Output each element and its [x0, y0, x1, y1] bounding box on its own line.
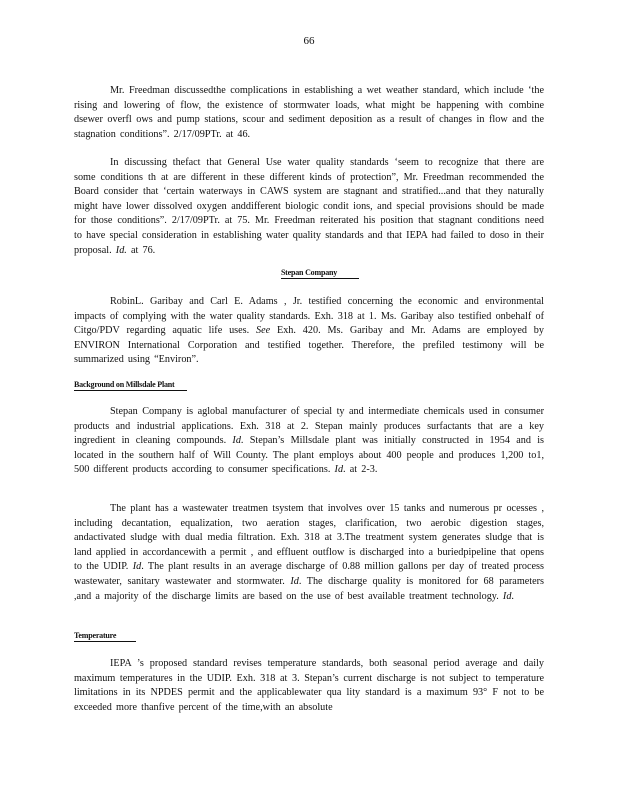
paragraph-text: . Stepan’s Millsdale plant was initially constructed in 1954 and is located in the southern half of Will County. The plant employs about 400 people and produces 1,200 to1, 500 different products according to consumer specifications.	[74, 435, 545, 476]
citation-id: Id	[132, 561, 142, 573]
citation-see: See	[256, 325, 271, 337]
paragraph-environ	[74, 295, 544, 368]
paragraph-text: The plant has a wastewater treatmen tsystem that involves over 15 tanks and numerous pr ocesses , including decantation, equalization, two aeration stages, clarification, two aerobic digestion stages, andactivated sludge with dual media filtration. Exh. 318 at 3.The treatment system generates sludge that is land applied in accordancewith a permit , and effluent outflow is discharged into a buriedpipeline that opens to the UDIP.	[74, 503, 544, 573]
paragraph-text: Mr. Freedman discussedthe complications in establishing a wet weather standard, which include ‘the rising and lowering of flow, the existence of stormwater loads, what might be happening with combine dsewer overfl ows and pump stations, scour and sediment deposition as a result of changes in flow and the stagnation conditions”. 2/17/09PTr. at 46.	[74, 85, 544, 140]
paragraph-text: RobinL. Garibay and Carl E. Adams , Jr. testified concerning the economic and environmental impacts of complying with the water quality standards. Exh. 318 at 1. Ms. Garibay also testified onbehalf of Citgo/PDV regarding aquatic life uses.	[74, 296, 544, 337]
heading-text: Temperature	[74, 631, 117, 640]
paragraph-text: Stepan Company is aglobal manufacturer of special ty and intermediate chemicals used in consumer products and industrial applications. Exh. 318 at 2. Stepan mainly produces surfactants that are a key ingredient in cleaning compounds.	[74, 406, 544, 447]
paragraph-text: IEPA ’s proposed standard revises temperature standards, both seasonal period average and daily maximum temperatures in the UDIP. Exh. 318 at 3. Stepan’s current discharge is not subject to temperature limitations in its NPDES permit and the applicablewater qua lity standard is a maximum 93° F not to be exceeded more thanfive percent of the time,with an absolute	[74, 658, 544, 713]
citation-id: Id	[290, 575, 299, 587]
paragraph-text: .	[511, 590, 514, 602]
heading-background	[74, 380, 175, 391]
paragraph-wet-weather	[74, 84, 544, 142]
paragraph-text: Exh. 420. Ms. Garibay and Mr. Adams are employed by ENVIRON International Corporation and testified together. Therefore, the prefiled testimony will be summarized using “Environ”.	[74, 325, 544, 366]
citation-id: Id	[502, 590, 512, 602]
paragraph-wastewater-system	[74, 502, 544, 604]
paragraph-text: In discussing thefact that General Use water quality standards ‘seem to recognize that there are some conditions th at are different in these different kinds of protection”, Mr. Freedman recommended the Board consider that ‘certain waterways in CAWS system are stagnant and stratified...and that they naturally might have lower dissolved oxygen anddifferent biologic condit ions, and special provisions should be made for those conditions”. 2/17/09PTr. at 75. Mr. Freedman reiterated his position that stagnant conditions need to have special consideration in establishing water quality standards and that IEPA had failed to doso in their proposal.	[74, 157, 544, 256]
citation-page: at 76.	[131, 244, 156, 256]
citation-id: Id	[232, 435, 241, 447]
heading-temperature	[74, 631, 116, 642]
paragraph-stagnant-conditions	[74, 156, 544, 258]
heading-text: Background on Millsdale Plant	[74, 380, 175, 389]
page-number: 66	[303, 35, 315, 47]
heading-text: Stepan Company	[280, 268, 338, 277]
citation-id: Id	[334, 464, 344, 476]
paragraph-stepan-overview	[74, 405, 544, 478]
paragraph-text: . The plant results in an average discharge of 0.88 million gallons per day of treated process wastewater, sanitary wastewater and stormwater.	[74, 561, 544, 587]
heading-stepan-company	[0, 268, 618, 279]
citation-id: Id.	[115, 244, 127, 256]
paragraph-temperature-standard	[74, 657, 544, 715]
paragraph-text: . at 2-3.	[343, 464, 378, 476]
paragraph-text: . The discharge quality is monitored for 68 parameters ,and a majority of the discharge limits are based on the use of best available treatment technology.	[74, 575, 544, 602]
